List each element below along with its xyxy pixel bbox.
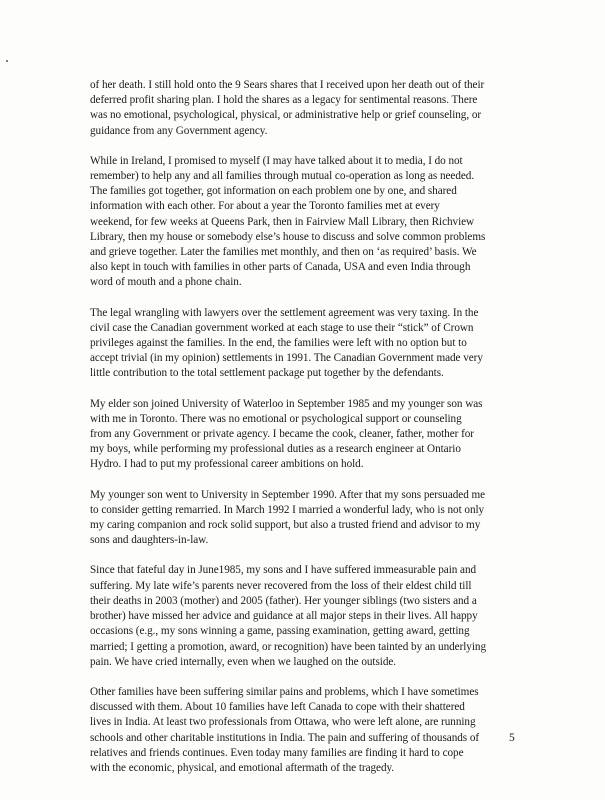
text-line: to consider getting remarried. In March 1992 I married a wonderful lady, who is not only [90,503,485,516]
text-line: The families got together, got information on each problem one by one, and shared [90,185,457,198]
paragraph-6 [90,563,530,669]
text-line: and grieve together. Later the families met monthly, and then on ‘as required’ basis. We [90,246,477,259]
text-line: While in Ireland, I promised to myself (I may have talked about it to media, I do not [90,154,463,167]
text-line: suffering. My late wife’s parents never recovered from the loss of their eldest child till [90,579,472,592]
paragraph-5 [90,488,530,549]
text-line: little contribution to the total settlement package put together by the defendants. [90,367,444,380]
text-line: my caring companion and rock solid support, but also a trusted friend and advisor to my [90,519,481,532]
text-line: Other families have been suffering similar pains and problems, which I have sometimes [90,685,479,698]
text-line: guidance from any Government agency. [90,124,268,137]
text-line: of her death. I still hold onto the 9 Sears shares that I received upon her death out of their [90,79,485,91]
text-line: my boys, while performing my professional duties as a research engineer at Ontario [90,443,461,456]
document-body [90,78,530,791]
paragraph-2 [90,154,530,291]
text-line: sons and daughters-in-law. [90,534,209,547]
text-line: was no emotional, psychological, physical, or administrative help or grief counseling, or [90,109,482,122]
text-line: Hydro. I had to put my professional career ambitions on hold. [90,458,364,471]
text-line: deferred profit sharing plan. I hold the shares as a legacy for sentimental reasons. There [90,94,478,107]
text-line: from any Government or private agency. I became the cook, cleaner, father, mother for [90,428,474,441]
text-line: The legal wrangling with lawyers over the settlement agreement was very taxing. In the [90,306,479,319]
paragraph-7 [90,685,530,776]
text-line: Since that fateful day in June1985, my sons and I have suffered immeasurable pain and [90,564,477,577]
text-line: also kept in touch with families in other parts of Canada, USA and even India through [90,261,471,274]
text-line: Library, then my house or somebody else’s house to discuss and solve common problems [90,230,486,243]
text-line: My elder son joined University of Waterloo in September 1985 and my younger son was [90,397,483,410]
text-line: privileges against the families. In the end, the families were left with no option but to [90,337,467,350]
text-line: lives in India. At least two professionals from Ottawa, who were left alone, are running [90,716,476,729]
text-line: remember) to help any and all families through mutual co-operation as long as needed. [90,170,475,183]
text-line: relatives and friends continues. Even today many families are finding it hard to cope [90,746,464,759]
text-line: civil case the Canadian government worked at each stage to use their “stick” of Crown [90,321,474,334]
text-line: married; I getting a promotion, award, or recognition) have been tainted by an underlying [90,640,486,653]
text-line: their deaths in 2003 (mother) and 2005 (father). Her younger siblings (two sisters and a [90,594,477,607]
paragraph-1 [90,78,530,139]
page-number: 5 [509,732,515,744]
text-line: with the economic, physical, and emotional aftermath of the tragedy. [90,761,395,774]
text-line: discussed with them. About 10 families have left Canada to cope with their shattered [90,701,465,714]
text-line: pain. We have cried internally, even when we laughed on the outside. [90,655,397,668]
text-line: weekend, for few weeks at Queens Park, then in Fairview Mall Library, then Richview [90,215,475,228]
paragraph-4 [90,397,530,473]
text-line: brother) have missed her advice and guidance at all major steps in their lives. All happy [90,610,478,623]
paragraph-3 [90,306,530,382]
text-line: with me in Toronto. There was no emotional or psychological support or counseling [90,412,462,425]
text-line: word of mouth and a phone chain. [90,276,242,289]
text-line: schools and other charitable institutions in India. The pain and suffering of thousands of [90,731,480,744]
text-line: My younger son went to University in September 1990. After that my sons persuaded me [90,488,486,501]
text-line: occasions (e.g., my sons winning a game, passing examination, getting award, getting [90,625,470,638]
text-line: accept trivial (in my opinion) settlements in 1991. The Canadian Government made very [90,352,483,365]
scan-speck [6,60,8,62]
text-line: information with each other. For about a year the Toronto families met at every [90,200,440,213]
